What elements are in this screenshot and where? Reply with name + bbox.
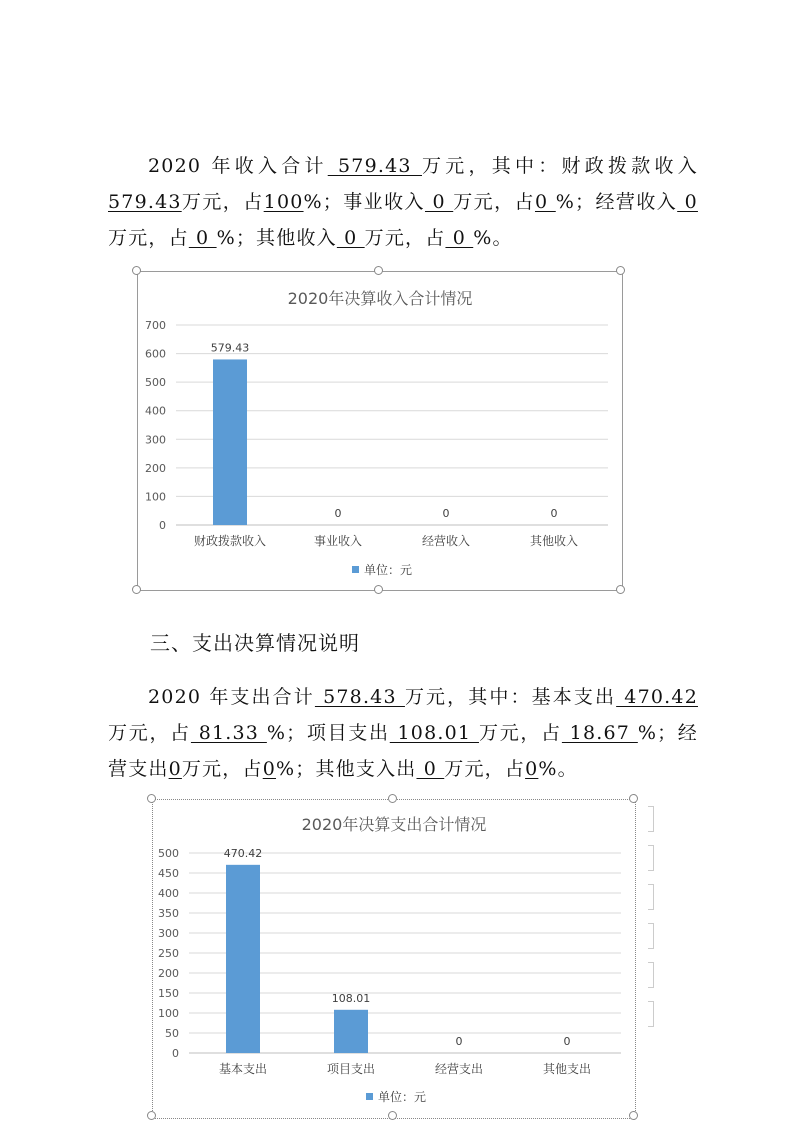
text-run: 万元，其中：财政拨款收入	[422, 155, 698, 177]
text-run: %；项目支出	[266, 722, 390, 744]
text-run: %；事业收入	[303, 191, 425, 213]
legend-label: 单位：元	[378, 1090, 427, 1104]
data-label: 0	[550, 507, 558, 520]
y-tick-label: 50	[165, 1027, 179, 1040]
other-expense-pct: 0	[525, 758, 539, 780]
resize-handle[interactable]	[629, 794, 638, 803]
x-tick-label: 项目支出	[326, 1062, 376, 1076]
operating-income-value: 0	[677, 191, 698, 213]
bar	[226, 865, 260, 1053]
layout-option-button[interactable]	[648, 923, 654, 949]
legend-label: 单位：元	[364, 563, 413, 577]
text-run: %；经营收入	[555, 191, 678, 213]
y-tick-label: 400	[158, 887, 179, 900]
text-run: %；经营支出	[108, 722, 699, 780]
resize-handle[interactable]	[374, 585, 383, 594]
bar	[213, 359, 247, 525]
text-run: 万元，占	[108, 227, 189, 249]
business-income-value: 0	[424, 191, 454, 213]
y-tick-label: 700	[145, 319, 166, 332]
operating-income-pct: 0	[188, 227, 217, 249]
x-tick-label: 其他支出	[542, 1062, 592, 1076]
data-label: 0	[455, 1035, 463, 1048]
layout-option-button[interactable]	[648, 845, 654, 871]
y-tick-label: 250	[158, 947, 179, 960]
text-run: %。	[473, 227, 513, 249]
text-run: 万元，占	[453, 191, 535, 213]
resize-handle[interactable]	[616, 266, 625, 275]
y-tick-label: 0	[159, 519, 166, 532]
basic-expense-value: 470.42	[616, 686, 698, 708]
text-run: %；其他支入出	[276, 758, 417, 780]
resize-handle[interactable]	[132, 585, 141, 594]
y-tick-label: 200	[145, 461, 166, 475]
legend-swatch	[366, 1093, 373, 1100]
layout-option-button[interactable]	[648, 884, 654, 910]
layout-option-button[interactable]	[648, 1001, 654, 1027]
resize-handle[interactable]	[147, 794, 156, 803]
layout-option-button[interactable]	[648, 806, 654, 832]
income-paragraph	[108, 148, 698, 256]
income-chart-svg	[138, 272, 622, 590]
expense-chart[interactable]	[152, 799, 636, 1119]
operating-expense-pct: 0	[262, 758, 277, 780]
fiscal-income-pct: 100	[263, 191, 304, 213]
text-run: 2020 年支出合计	[148, 686, 315, 708]
text-run: %。	[538, 758, 578, 780]
y-tick-label: 300	[158, 927, 179, 940]
income-total-value: 579.43	[327, 155, 422, 177]
x-tick-label: 事业收入	[313, 534, 363, 548]
income-chart[interactable]	[137, 271, 623, 591]
text-run: 万元，其中：基本支出	[404, 686, 617, 708]
y-tick-label: 0	[172, 1047, 179, 1060]
expense-chart-svg	[153, 800, 635, 1118]
chart-title: 2020年决算收入合计情况	[287, 289, 473, 308]
resize-handle[interactable]	[629, 1111, 638, 1120]
data-label: 0	[563, 1035, 571, 1048]
operating-expense-value: 0	[168, 758, 182, 780]
y-tick-label: 300	[145, 433, 166, 447]
y-tick-label: 500	[145, 376, 166, 390]
x-tick-label: 财政拨款收入	[193, 534, 267, 548]
data-label: 108.01	[331, 991, 371, 1005]
resize-handle[interactable]	[388, 794, 397, 803]
bar	[334, 1010, 368, 1053]
text-run: 万元，占	[181, 758, 263, 780]
data-label: 0	[334, 507, 342, 520]
text-run: 万元，占	[478, 722, 562, 744]
y-tick-label: 100	[158, 1007, 179, 1020]
basic-expense-pct: 81.33	[190, 722, 267, 744]
business-income-pct: 0	[534, 191, 556, 213]
text-run: 万元，占	[108, 722, 191, 744]
y-tick-label: 100	[145, 490, 166, 504]
y-tick-label: 600	[145, 347, 166, 361]
resize-handle[interactable]	[388, 1111, 397, 1120]
chart-title: 2020年决算支出合计情况	[301, 815, 487, 834]
text-run: 万元，占	[181, 191, 264, 213]
legend-swatch	[352, 566, 359, 573]
fiscal-income-value: 579.43	[108, 191, 182, 213]
y-tick-label: 450	[158, 867, 179, 880]
x-tick-label: 经营收入	[421, 534, 471, 548]
expense-paragraph	[108, 679, 698, 787]
other-expense-value: 0	[416, 758, 445, 780]
data-label: 470.42	[223, 846, 263, 860]
y-tick-label: 150	[158, 987, 179, 1000]
expense-total-value: 578.43	[314, 686, 405, 708]
resize-handle[interactable]	[616, 585, 625, 594]
text-run: 2020 年收入合计	[148, 155, 328, 177]
text-run: 万元，占	[364, 227, 446, 249]
section-heading: 三、支出决算情况说明	[150, 631, 360, 655]
x-tick-label: 基本支出	[218, 1062, 268, 1076]
other-income-value: 0	[336, 227, 365, 249]
text-run: %；其他收入	[216, 227, 337, 249]
y-tick-label: 500	[158, 847, 179, 860]
x-tick-label: 经营支出	[434, 1062, 484, 1076]
resize-handle[interactable]	[374, 266, 383, 275]
data-label: 0	[442, 507, 450, 520]
project-expense-pct: 18.67	[561, 722, 638, 744]
x-tick-label: 其他收入	[529, 534, 579, 548]
data-label: 579.43	[210, 341, 250, 355]
resize-handle[interactable]	[132, 266, 141, 275]
y-tick-label: 400	[145, 404, 166, 418]
y-tick-label: 350	[158, 907, 179, 920]
layout-option-button[interactable]	[648, 962, 654, 988]
text-run: 万元，占	[444, 758, 526, 780]
project-expense-value: 108.01	[389, 722, 479, 744]
other-income-pct: 0	[445, 227, 474, 249]
y-tick-label: 200	[158, 967, 179, 980]
resize-handle[interactable]	[147, 1111, 156, 1120]
